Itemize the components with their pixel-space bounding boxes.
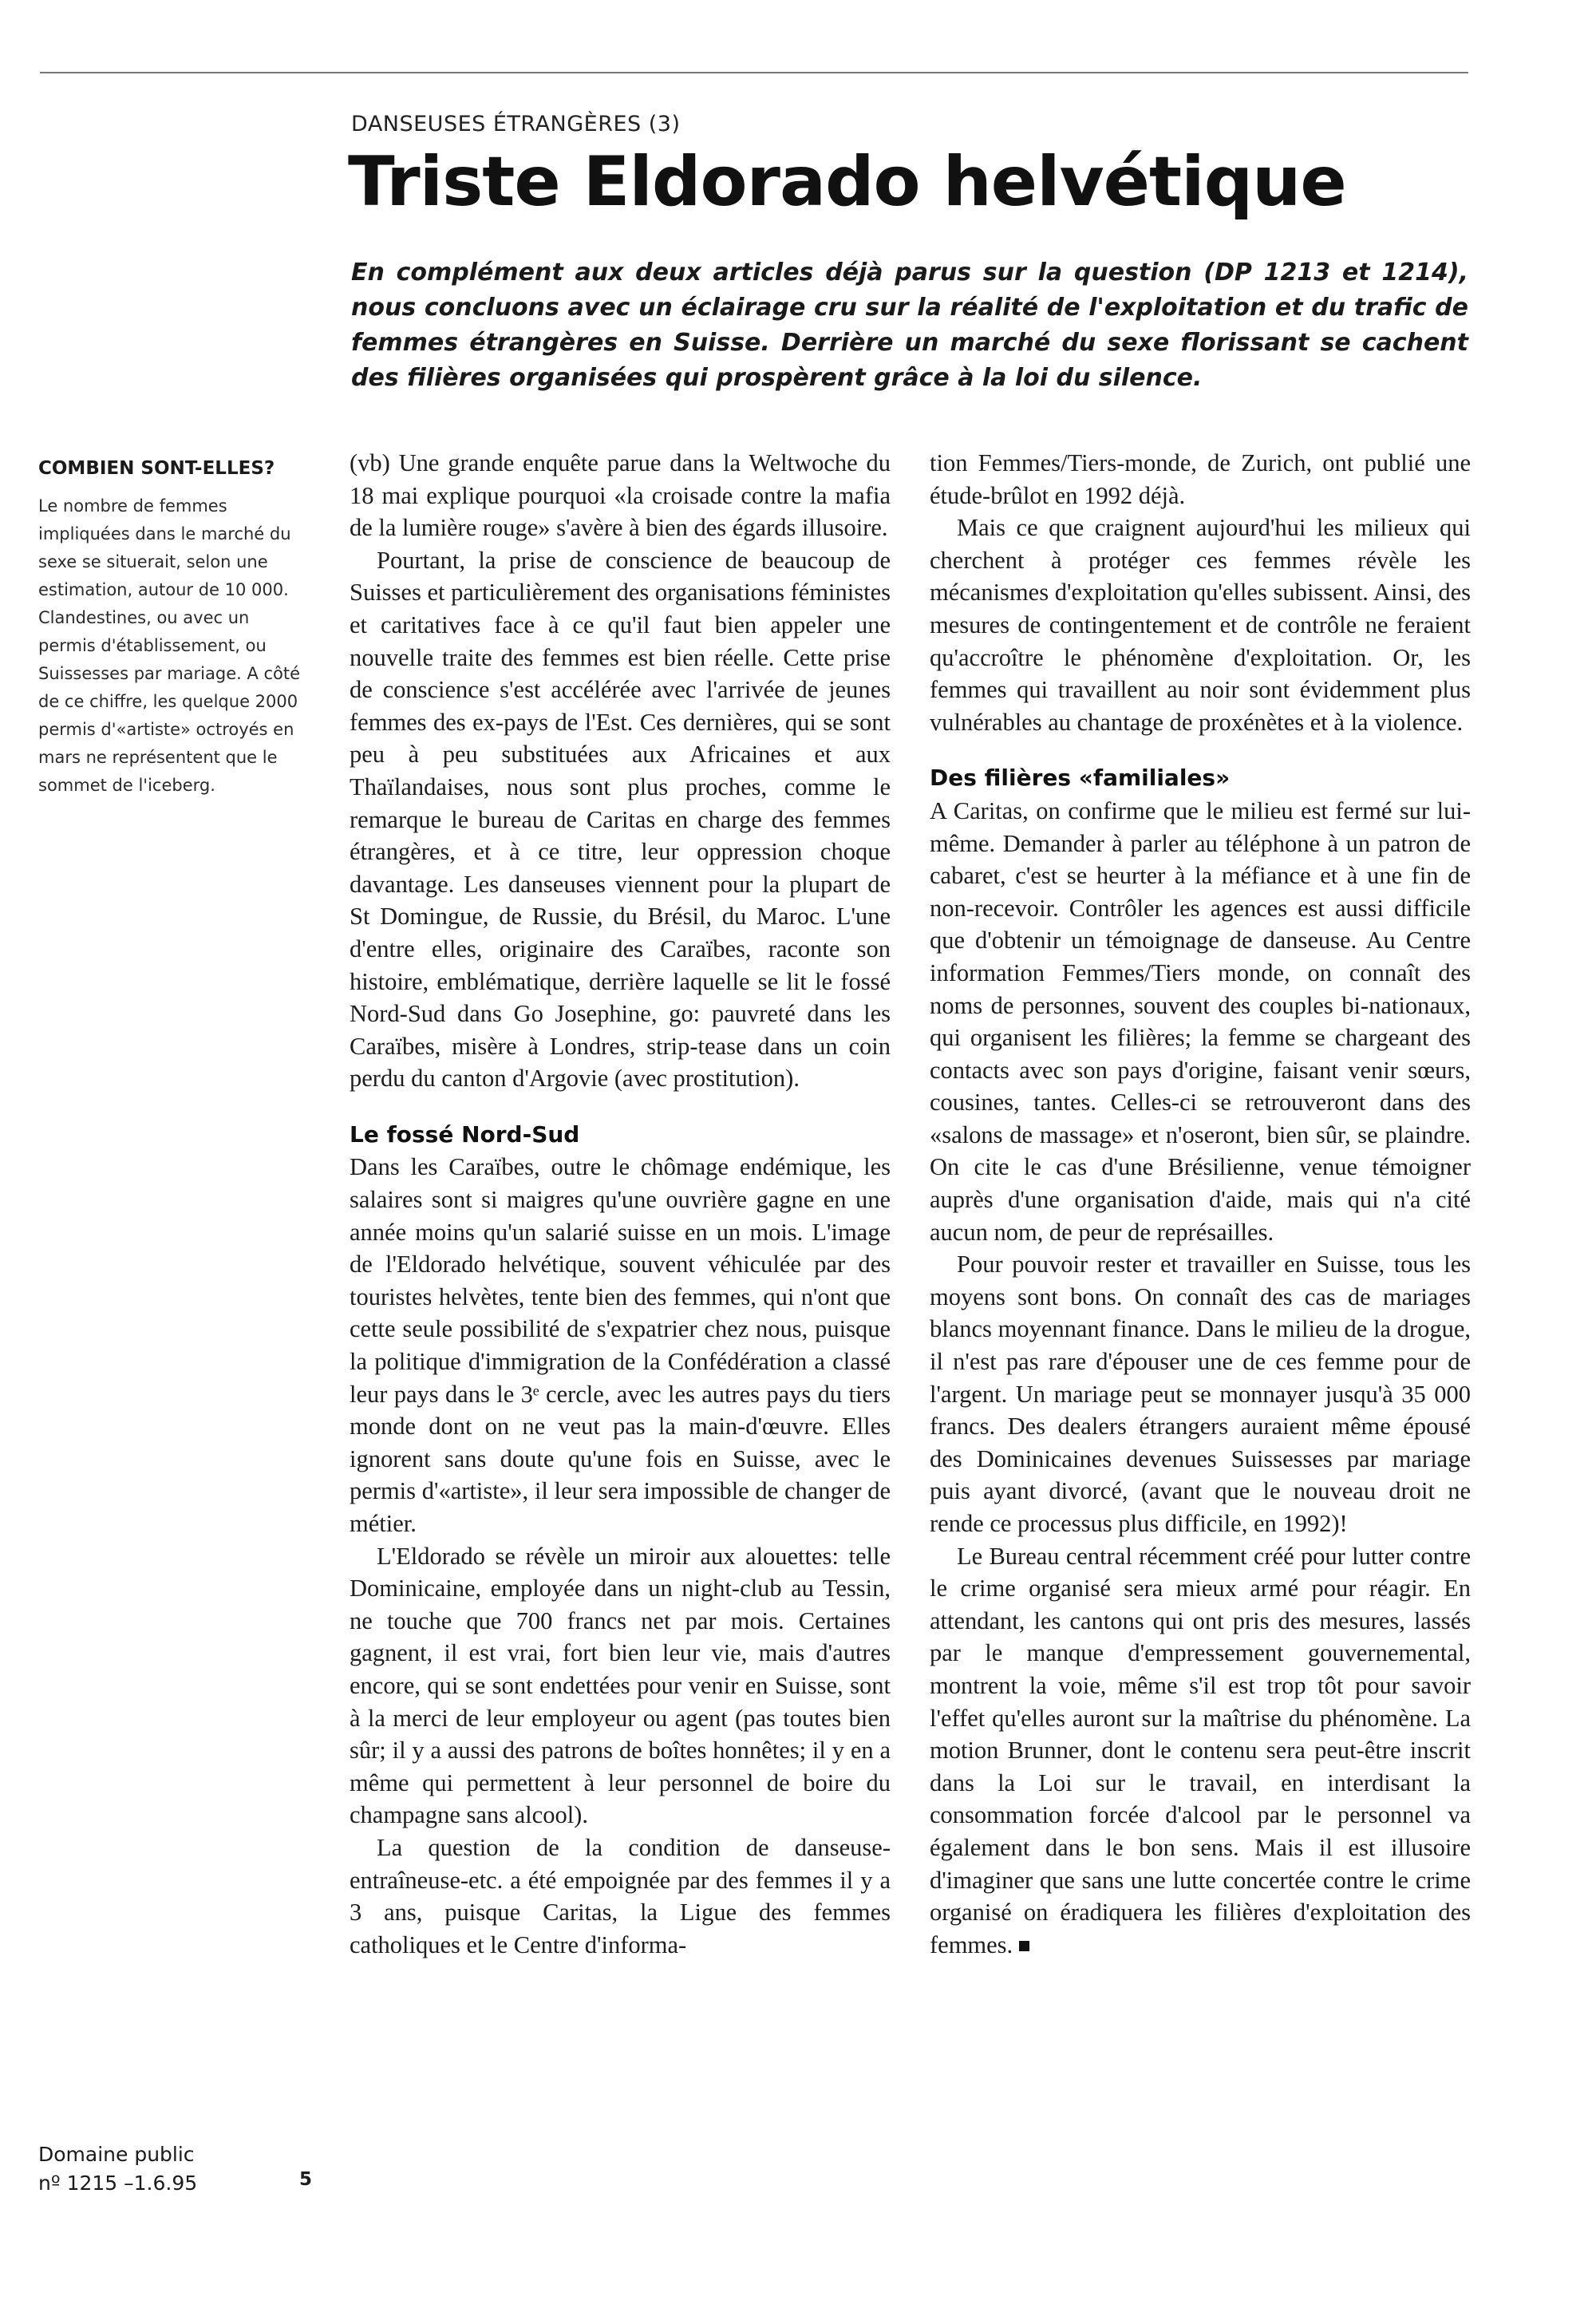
page-number: 5 bbox=[299, 2169, 313, 2190]
paragraph: tion Femmes/Tiers-monde, de Zurich, ont publié une étude-brûlot en 1992 déjà. bbox=[930, 449, 1471, 509]
issue-info: nº 1215 –1.6.95 bbox=[38, 2172, 198, 2195]
article-kicker: DANSEUSES ÉTRANGÈRES (3) bbox=[351, 112, 681, 136]
paragraph: Pourtant, la prise de conscience de beaucoup de Suisses et particulièrement des organisations féministes et caritatives face à ce qu'il faut bien appeler une nouvelle traite des femmes est bien réelle. Cette prise de conscience s'est accélérée avec l'arrivée de jeunes femmes des ex-pays de l'Est. Ces dernières, qui se sont peu à peu substituées aux Africaines et aux Thaïlandaises, nous sont plus proches, comme le remarque le bureau de Caritas en charge des femmes étrangères, et à ce titre, leur oppression choque davantage. Les danseuses viennent pour la plupart de St Domingue, de Russie, du Brésil, du Maroc. L'une d'entre elles, originaire des Caraïbes, raconte son histoire, emblématique, derrière laquelle se lit le fossé Nord-Sud dans Go Josephine, go: pauvreté dans les Caraïbes, misère à Londres, strip-tease dans un coin perdu du canton d'Argovie (avec prostitution). bbox=[350, 546, 891, 1093]
article-column-1 bbox=[350, 447, 891, 1961]
paragraph: A Caritas, on confirme que le milieu est fermé sur lui-même. Demander à parler au téléphone à un patron de cabaret, c'est se heurter à la méfiance et à une fin de non-recevoir. Contrôler les agences est aussi difficile que d'obtenir un témoignage de danseuse. Au Centre information Femmes/Tiers monde, on connaît des noms de personnes, souvent des couples bi-nationaux, qui organisent les filières; la femme se chargeant des contacts avec son pays d'origine, faisant venir sœurs, cousines, tantes. Celles-ci se retrouveront dans des «salons de massage» et n'oseront, bien sûr, se plaindre. On cite le cas d'une Brésilienne, venue témoigner auprès d'une organisation d'aide, mais qui n'a cité aucun nom, de peur de représailles. bbox=[930, 796, 1471, 1246]
paragraph-text: Le Bureau central récemment créé pour lutter contre le crime organisé sera mieux armé pour réagir. En attendant, les cantons qui ont pris des mesures, lassés par le manque d'empressement gouvernemental, montrent la voie, même s'il est trop tôt pour savoir l'effet qu'elles auront sur la maîtrise du phénomène. La motion Brunner, dont le contenu sera peut-être inscrit dans la Loi sur le travail, en interdisant la consommation forcée d'alcool par le personnel va également dans le bon sens. Mais il est illusoire d'imaginer que sans une lutte concertée contre le crime organisé on éradiquera les filières d'exploitation des femmes. bbox=[930, 1542, 1471, 1958]
page-footer bbox=[38, 2140, 197, 2198]
paragraph: Dans les Caraïbes, outre le chômage endémique, les salaires sont si maigres qu'une ouvrière gagne en une année moins qu'un salarié suisse en un mois. L'image de l'Eldorado helvétique, souvent véhiculée par des touristes helvètes, tente bien des femmes, qui n'ont que cette seule possibilité de s'expatrier chez nous, puisque la politique d'immigration de la Confédération a classé leur pays dans le 3ᵉ cercle, avec les autres pays du tiers monde dont on ne veut pas la main-d'œuvre. Elles ignorent sans doute qu'une fois en Suisse, avec le permis d'«artiste», il leur sera impossible de changer de métier. bbox=[350, 1153, 891, 1537]
article-lede: En complément aux deux articles déjà parus sur la question (DP 1213 et 1214), nous concluons avec un éclairage cru sur la réalité de l'exploitation et du trafic de femmes étrangères en Suisse. Derrière un marché du sexe florissant se cachent des filières organisées qui prospèrent grâce à la loi du silence. bbox=[351, 259, 1468, 392]
section-heading: Le fossé Nord-Sud bbox=[350, 1120, 580, 1148]
publication-name: Domaine public bbox=[38, 2143, 195, 2166]
end-mark-icon bbox=[1019, 1941, 1029, 1951]
sidebar-body: Le nombre de femmes impliquées dans le marché du sexe se situerait, selon une estimation, autour de 10 000. Clandestines, ou avec un permis d'établissement, ou Suissesses par mariage. A côté de ce chiffre, les quelque 2000 permis d'«artiste» octroyés en mars ne représentent que le sommet de l'iceberg. bbox=[38, 496, 301, 795]
paragraph: (vb) Une grande enquête parue dans la Weltwoche du 18 mai explique pourquoi «la croisade contre la mafia de la lumière rouge» s'avère à bien des égards illusoire. bbox=[350, 449, 891, 542]
article-column-2 bbox=[930, 447, 1471, 1961]
article-title: Triste Eldorado helvétique bbox=[348, 142, 1346, 222]
sidebar-box bbox=[38, 456, 306, 800]
paragraph: Pour pouvoir rester et travailler en Suisse, tous les moyens sont bons. On connaît des cas de mariages blancs moyennant finance. Dans le milieu de la drogue, il n'est pas rare d'épouser une de ces femme pour de l'argent. Un mariage peut se monnayer jusqu'à 35 000 francs. Des dealers étrangers auraient même épousé des Dominicaines devenues Suissesses par mariage puis ayant divorcé, (avant que le nouveau droit ne rende ce processus plus difficile, en 1992)! bbox=[930, 1251, 1471, 1537]
sidebar-heading: COMBIEN SONT-ELLES? bbox=[38, 458, 275, 479]
section-heading: Des filières «familiales» bbox=[930, 765, 1231, 792]
top-rule bbox=[40, 72, 1468, 73]
paragraph bbox=[930, 1540, 1471, 1962]
paragraph: L'Eldorado se révèle un miroir aux alouettes: telle Dominicaine, employée dans un night-club au Tessin, ne touche que 700 francs net par mois. Certaines gagnent, il est vrai, fort bien leur vie, mais d'autres encore, qui se sont endettées pour venir en Suisse, sont à la merci de leur employeur ou agent (pas toutes bien sûr; il y a aussi des patrons de boîtes honnêtes; il y en a même qui permettent à leur personnel de boire du champagne sans alcool). bbox=[350, 1542, 891, 1829]
paragraph: La question de la condition de danseuse-entraîneuse-etc. a été empoignée par des femmes il y a 3 ans, puisque Caritas, la Ligue des femmes catholiques et le Centre d'informa- bbox=[350, 1833, 891, 1958]
paragraph: Mais ce que craignent aujourd'hui les milieux qui cherchent à protéger ces femmes révèle les mécanismes d'exploitation qu'elles subissent. Ainsi, des mesures de contingentement et de contrôle ne feraient qu'accroître le phénomène d'exploitation. Or, les femmes qui travaillent au noir sont évidemment plus vulnérables au chantage de proxénètes et à la violence. bbox=[930, 514, 1471, 736]
